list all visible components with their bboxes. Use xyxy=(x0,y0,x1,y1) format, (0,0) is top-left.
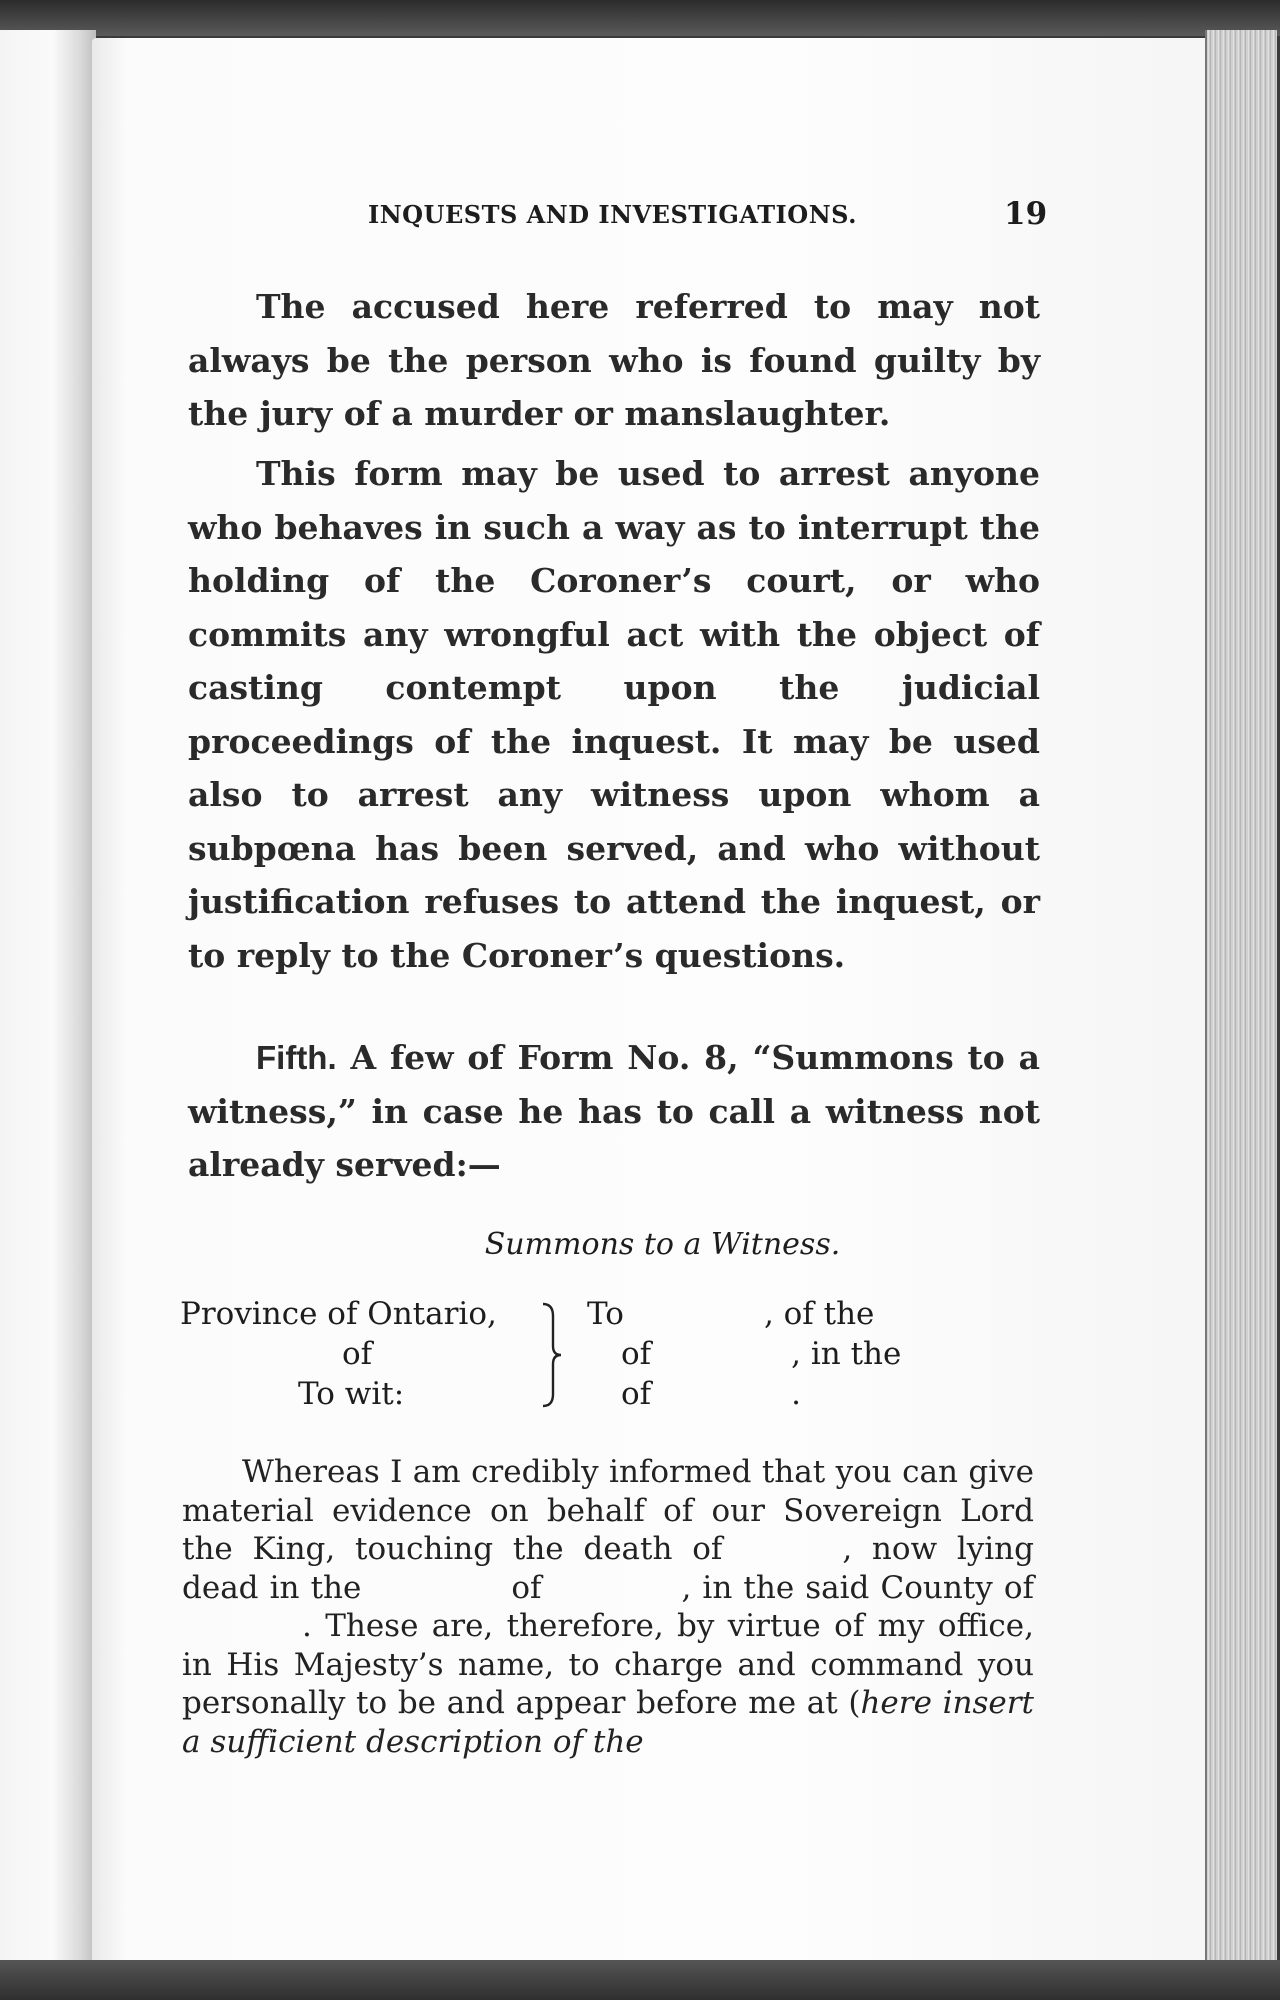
paragraph-arrest-form-text: This form may be used to arrest anyone who behaves in such a way as to interrupt the holding of the Coroner’s court, or who commits any wrongful act with the object of casting contempt upon the judicial proceedings of the inquest. It may be used also to arrest any witness upon whom a subpœna has been served, and who without justification refuses to attend the inquest, or to reply to the Coroner’s questions. xyxy=(188,454,1040,975)
venue-province: Province of Ontario, xyxy=(180,1296,497,1332)
scan-background-bottom xyxy=(0,1960,1280,2000)
running-head: INQUESTS AND INVESTIGATIONS. xyxy=(368,200,857,229)
paragraph-accused-text: The accused here referred to may not always be the person who is found guilty by the jury of a murder or manslaughter. xyxy=(188,287,1040,433)
page-stack-edges xyxy=(1205,30,1277,1970)
form-title: Summons to a Witness. xyxy=(484,1227,841,1262)
venue-to-wit: To wit: xyxy=(298,1376,405,1412)
paragraph-fifth-text: A few of Form No. 8, “Summons to a witness,” in case he has to call a witness not already served:— xyxy=(188,1038,1040,1184)
paragraph-accused xyxy=(188,280,1040,441)
form-address xyxy=(587,1294,901,1414)
address-line-2: of , in the xyxy=(621,1336,902,1372)
venue-of: of xyxy=(342,1336,373,1372)
curly-brace-icon xyxy=(537,1300,577,1410)
facing-page-edge xyxy=(0,30,96,1965)
summons-italic-instruction: here insert a sufficient description of the xyxy=(182,1685,1034,1760)
paragraph-fifth xyxy=(188,1031,1040,1192)
address-line-1: To , of the xyxy=(587,1296,875,1332)
address-line-3: of . xyxy=(621,1376,801,1412)
page-number: 19 xyxy=(1004,196,1048,232)
summons-body: Whereas I am credibly informed that you can give material evidence on behalf of our Sovereign Lord the King, touching the death of , now lying dead in the of , in the said County of. These are, therefore, by virtue of my office, in His Majesty’s name, to charge and command you personally to be and appear before me at (here insert a sufficient description of the xyxy=(182,1454,1034,1760)
paragraph-arrest-form xyxy=(188,447,1040,982)
fifth-label: Fifth. xyxy=(256,1039,337,1076)
scan-background-top xyxy=(0,0,1280,36)
